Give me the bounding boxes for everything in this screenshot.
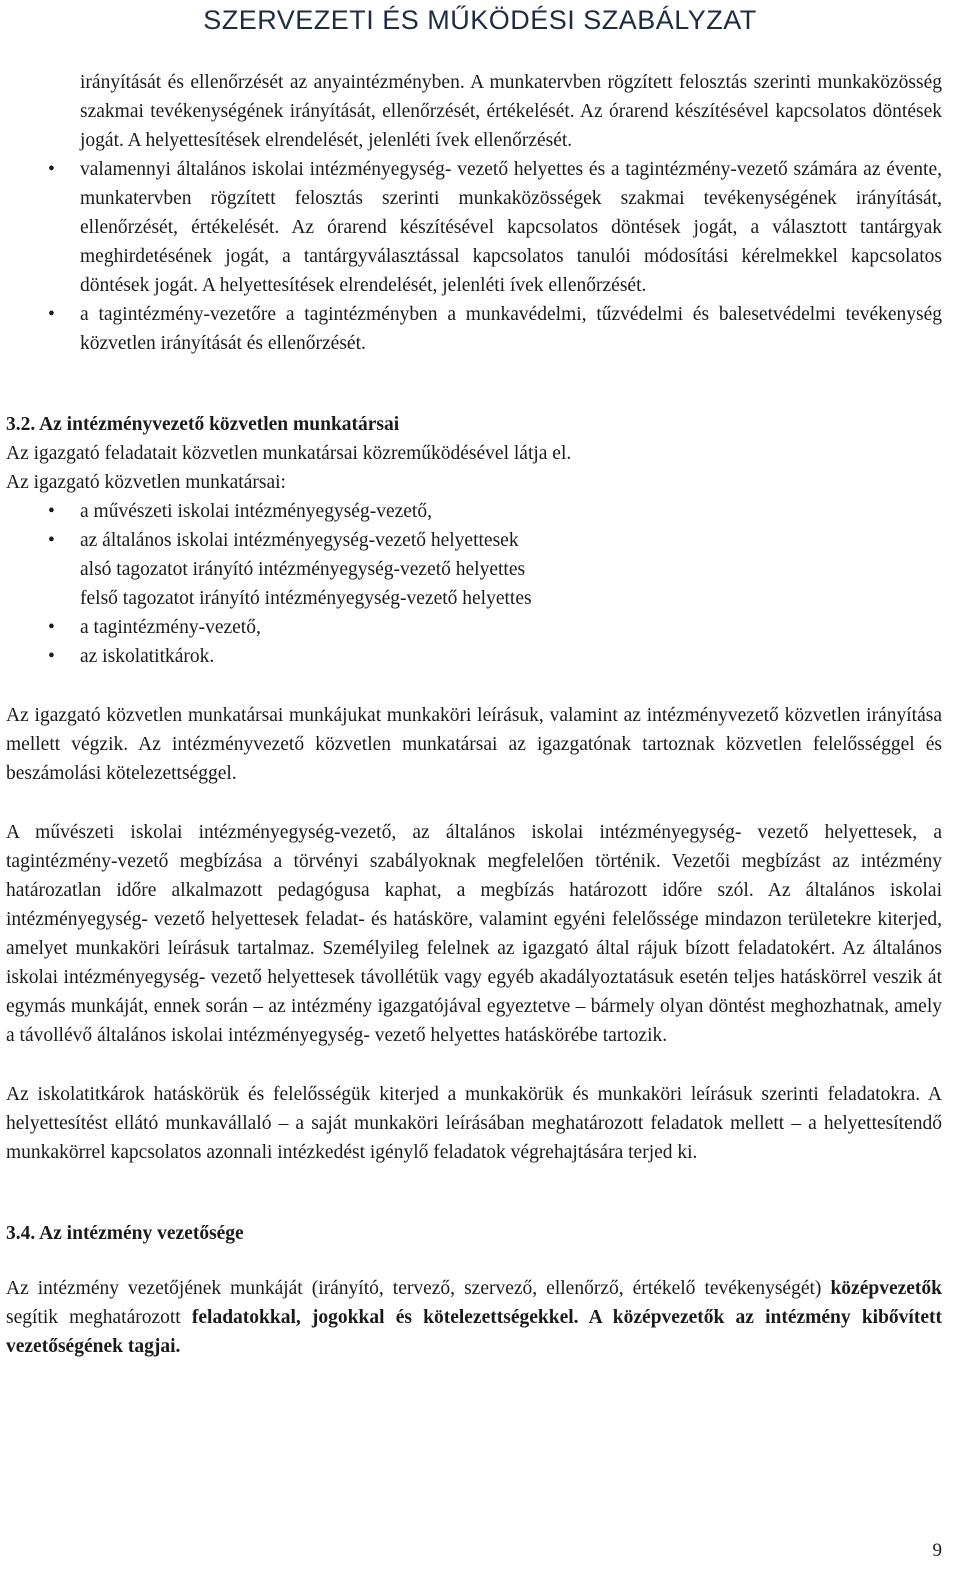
section-3-4-bold-a: középvezetők (830, 1278, 942, 1299)
section-3-2-line1: Az igazgató feladatait közvetlen munkatársai közreműködésével látja el. (6, 443, 572, 464)
section-3-4-title: Az intézmény vezetősége (39, 1223, 244, 1244)
section-3-2-number: 3.2. (6, 414, 36, 435)
staff-list-item-1: • a művészeti iskolai intézményegység-vezető, (6, 497, 942, 526)
section-3-2-paragraph-3: Az iskolatitkárok hatáskörük és felelősségük kiterjed a munkakörük és munkaköri leírásuk szerinti feladatokra. A helyettesítést ellátó munkavállaló – a saját munkaköri leírásában meghatározott feladatok mellett – a helyettesítendő munkakörrel kapcsolatos azonnali intézkedést igénylő feladatok végrehajtására terjed ki. (6, 1084, 942, 1163)
section-3-2-heading (6, 410, 942, 439)
staff-subline-2: felső tagozatot irányító intézményegység-vezető helyettes (80, 588, 532, 609)
section-3-4-number: 3.4. (6, 1223, 36, 1244)
section-3-2-paragraph-1: Az igazgató közvetlen munkatársai munkájukat munkaköri leírásuk, valamint az intézményvezető közvetlen irányítása mellett végzik. Az intézményvezető közvetlen munkatársai az igazgatónak tartoznak közvetlen felelősséggel és beszámolási kötelezettséggel. (6, 705, 942, 784)
document-header: SZERVEZETI ÉS MŰKÖDÉSI SZABÁLYZAT (203, 5, 757, 35)
staff-subline-1: alsó tagozatot irányító intézményegység-vezető helyettes (80, 559, 526, 580)
section-3-2-title: Az intézményvezető közvetlen munkatársai (39, 414, 400, 435)
section-3-4-bold-b: feladatokkal, jogokkal és kötelezettségekkel. A középvezetők az intézmény kibővített vezetőségének tagjai. (6, 1307, 942, 1357)
staff-list-item-2: • az általános iskolai intézményegység-vezető helyettesek (6, 526, 942, 555)
staff-list-item-4: • az iskolatitkárok. (6, 642, 942, 671)
intro-bullet-1: • valamennyi általános iskolai intézményegység- vezető helyettes és a tagintézmény-vezető számára az évente, munkatervben rögzített felosztás szerinti munkaközösségek szakmai tevékenységének irányítását, ellenőrzését, értékelését. Az órarend készítésével kapcsolatos döntések jogát, a választott tantárgyak meghirdetésének jogát, a tantárgyválasztással kapcsolatos tanulói módosítási kérelmekkel kapcsolatos döntések jogát. A helyettesítések elrendelését, jelenléti ívek ellenőrzését. (6, 155, 942, 300)
page-content (6, 68, 942, 1361)
section-3-4-heading (6, 1219, 942, 1248)
intro-bullet-2: • a tagintézmény-vezetőre a tagintézményben a munkavédelmi, tűzvédelmi és balesetvédelmi tevékenység közvetlen irányítását és ellenőrzését. (6, 300, 942, 358)
staff-list-item-3: • a tagintézmény-vezető, (6, 613, 942, 642)
page-number: 9 (932, 1540, 942, 1561)
section-3-2-line2: Az igazgató közvetlen munkatársai: (6, 472, 286, 493)
section-3-4-text-a: Az intézmény vezetőjének munkáját (irányító, tervező, szervező, ellenőrző, értékelő tevékenységét) (6, 1278, 822, 1299)
intro-continued-paragraph: irányítását és ellenőrzését az anyaintézményben. A munkatervben rögzített felosztás szerinti munkaközösség szakmai tevékenységének irányítását, ellenőrzését, értékelését. Az órarend készítésével kapcsolatos döntések jogát. A helyettesítések elrendelését, jelenléti ívek ellenőrzését. (80, 72, 942, 151)
section-3-2-paragraph-2: A művészeti iskolai intézményegység-vezető, az általános iskolai intézményegység- vezető helyettesek, a tagintézmény-vezető megbízása a törvényi szabályoknak megfelelően történik. Vezetői megbízást az intézmény határozatlan időre alkalmazott pedagógusa kaphat, a megbízás határozott időre szól. Az általános iskolai intézményegység- vezető helyettesek feladat- és hatásköre, valamint egyéni felelőssége mindazon területekre kiterjed, amelyet munkaköri leírásuk tartalmaz. Személyileg felelnek az igazgató által rájuk bízott feladatokért. Az általános iskolai intézményegység- vezető helyettesek távollétük vagy egyéb akadályoztatásuk esetén teljes hatáskörrel veszik át egymás munkáját, ennek során – az intézmény igazgatójával egyeztetve – bármely olyan döntést meghozhatnak, amely a távollévő általános iskolai intézményegység- vezető helyettes hatáskörébe tartozik. (6, 822, 942, 1046)
section-3-4-paragraph (6, 1274, 942, 1361)
section-3-4-text-b: segítik meghatározott (6, 1307, 181, 1328)
